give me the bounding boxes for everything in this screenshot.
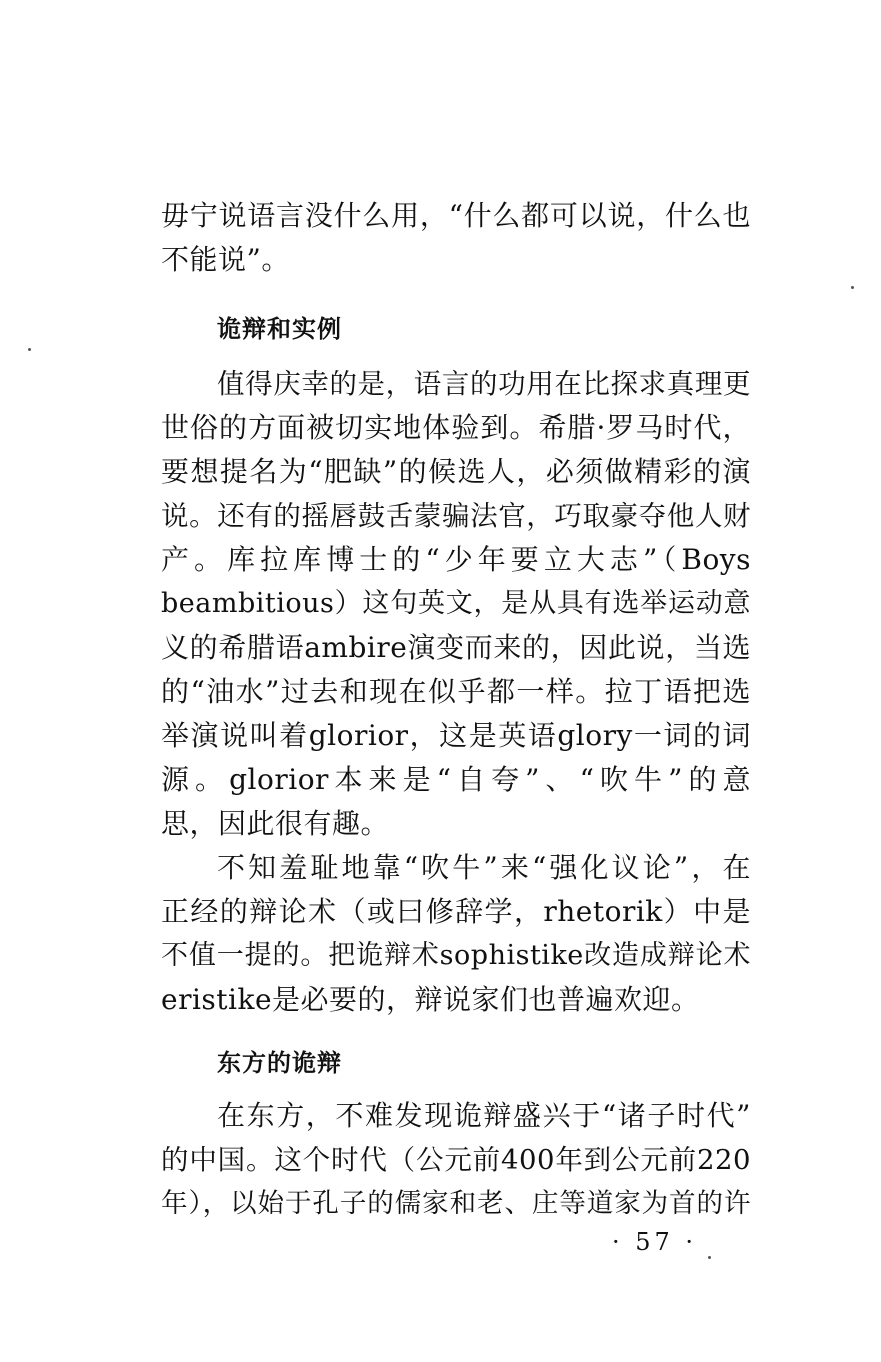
- section-heading: 诡辩和实例: [217, 315, 342, 343]
- text-line: 义的希腊语ambire演变而来的，因此说，当选: [161, 631, 751, 664]
- scan-speck: [851, 286, 854, 289]
- text-line: 的中国。这个时代（公元前400年到公元前220: [161, 1144, 751, 1176]
- text-line: 不值一提的。把诡辩术sophistike改造成辩论术: [161, 940, 751, 971]
- paragraph-first-line: 在东方，不难发现诡辩盛兴于“诸子时代”: [217, 1099, 751, 1132]
- text-line: 思，因此很有趣。: [161, 807, 390, 840]
- page-number: · 57 ·: [612, 1228, 698, 1256]
- text-line: 产。库拉库博士的“少年要立大志”（Boys: [161, 543, 751, 576]
- text-line: 要想提名为“肥缺”的候选人，必须做精彩的演: [161, 455, 751, 488]
- text-line: 年），以始于孔子的儒家和老、庄等道家为首的许: [161, 1188, 751, 1219]
- text-line: 毋宁说语言没什么用，“什么都可以说，什么也: [161, 199, 751, 232]
- text-line: 源。glorior本来是“自夸”、“吹牛”的意: [161, 763, 751, 796]
- scan-speck: [28, 348, 31, 351]
- text-line: eristike是必要的，辩说家们也普遍欢迎。: [161, 983, 700, 1016]
- text-line: 不能说”。: [161, 243, 290, 276]
- text-line: 的“油水”过去和现在似乎都一样。拉丁语把选: [161, 675, 751, 708]
- scan-speck: [708, 1256, 711, 1259]
- text-line: 正经的辩论术（或曰修辞学，rhetorik）中是: [161, 895, 751, 928]
- paragraph-first-line: 值得庆幸的是，语言的功用在比探求真理更: [217, 368, 751, 400]
- text-line: 举演说叫着glorior，这是英语glory一词的词: [161, 719, 751, 752]
- text-line: beambitious）这句英文，是从具有选举运动意: [161, 588, 751, 619]
- section-heading: 东方的诡辩: [217, 1049, 342, 1077]
- text-line: 世俗的方面被切实地体验到。希腊·罗马时代，: [161, 411, 751, 444]
- paragraph-first-line: 不知羞耻地靠“吹牛”来“强化议论”，在: [217, 851, 751, 884]
- text-line: 说。还有的摇唇鼓舌蒙骗法官，巧取豪夺他人财: [161, 500, 751, 532]
